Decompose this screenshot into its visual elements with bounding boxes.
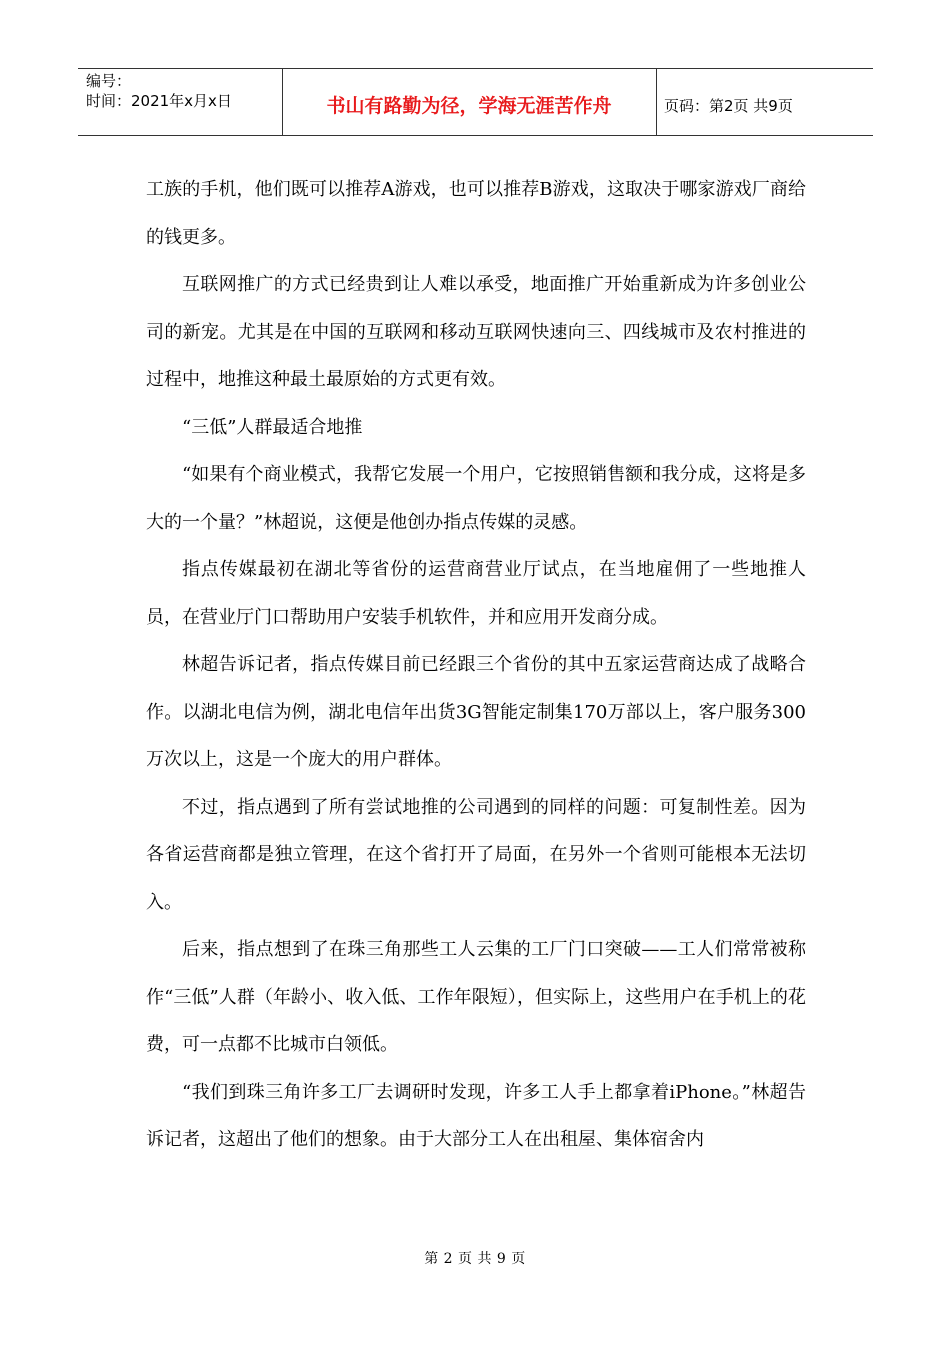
paragraph: 指点传媒最初在湖北等省份的运营商营业厅试点，在当地雇佣了一些地推人员，在营业厅门口帮助用户安装手机软件，并和应用开发商分成。 <box>146 559 806 628</box>
page-footer: 第 2 页 共 9 页 <box>424 1251 526 1267</box>
paragraph: 工族的手机，他们既可以推荐A游戏，也可以推荐B游戏，这取决于哪家游戏厂商给的钱更多。 <box>146 179 806 248</box>
paragraph: 后来，指点想到了在珠三角那些工人云集的工厂门口突破——工人们常常被称作“三低”人群（年龄小、收入低、工作年限短），但实际上，这些用户在手机上的花费，可一点都不比城市白领低。 <box>146 939 806 1055</box>
header-page-info: 页码：第2页 共9页 <box>664 97 793 115</box>
date-label: 时间：2021年x月x日 <box>86 92 232 110</box>
header-meta <box>86 71 232 111</box>
paragraph: “如果有个商业模式，我帮它发展一个用户，它按照销售额和我分成，这将是多大的一个量？”林超说，这便是他创办指点传媒的灵感。 <box>146 464 806 533</box>
number-label: 编号： <box>86 72 132 90</box>
paragraph: “我们到珠三角许多工厂去调研时发现，许多工人手上都拿着iPhone。”林超告诉记者，这超出了他们的想象。由于大部分工人在出租屋、集体宿舍内 <box>146 1081 806 1150</box>
header-divider <box>656 69 657 135</box>
document-header <box>78 68 873 136</box>
header-motto: 书山有路勤为径，学海无涯苦作舟 <box>326 95 612 117</box>
paragraph: 林超告诉记者，指点传媒目前已经跟三个省份的其中五家运营商达成了战略合作。以湖北电信为例，湖北电信年出货3G智能定制集170万部以上，客户服务300万次以上，这是一个庞大的用户群体。 <box>146 654 806 770</box>
paragraph: 不过，指点遇到了所有尝试地推的公司遇到的同样的问题：可复制性差。因为各省运营商都是独立管理，在这个省打开了局面，在另外一个省则可能根本无法切入。 <box>146 796 806 913</box>
section-heading: “三低”人群最适合地推 <box>182 416 363 438</box>
document-body <box>146 166 806 1164</box>
paragraph: 互联网推广的方式已经贵到让人难以承受，地面推广开始重新成为许多创业公司的新宠。尤其是在中国的互联网和移动互联网快速向三、四线城市及农村推进的过程中，地推这种最土最原始的方式更有效。 <box>146 274 806 390</box>
